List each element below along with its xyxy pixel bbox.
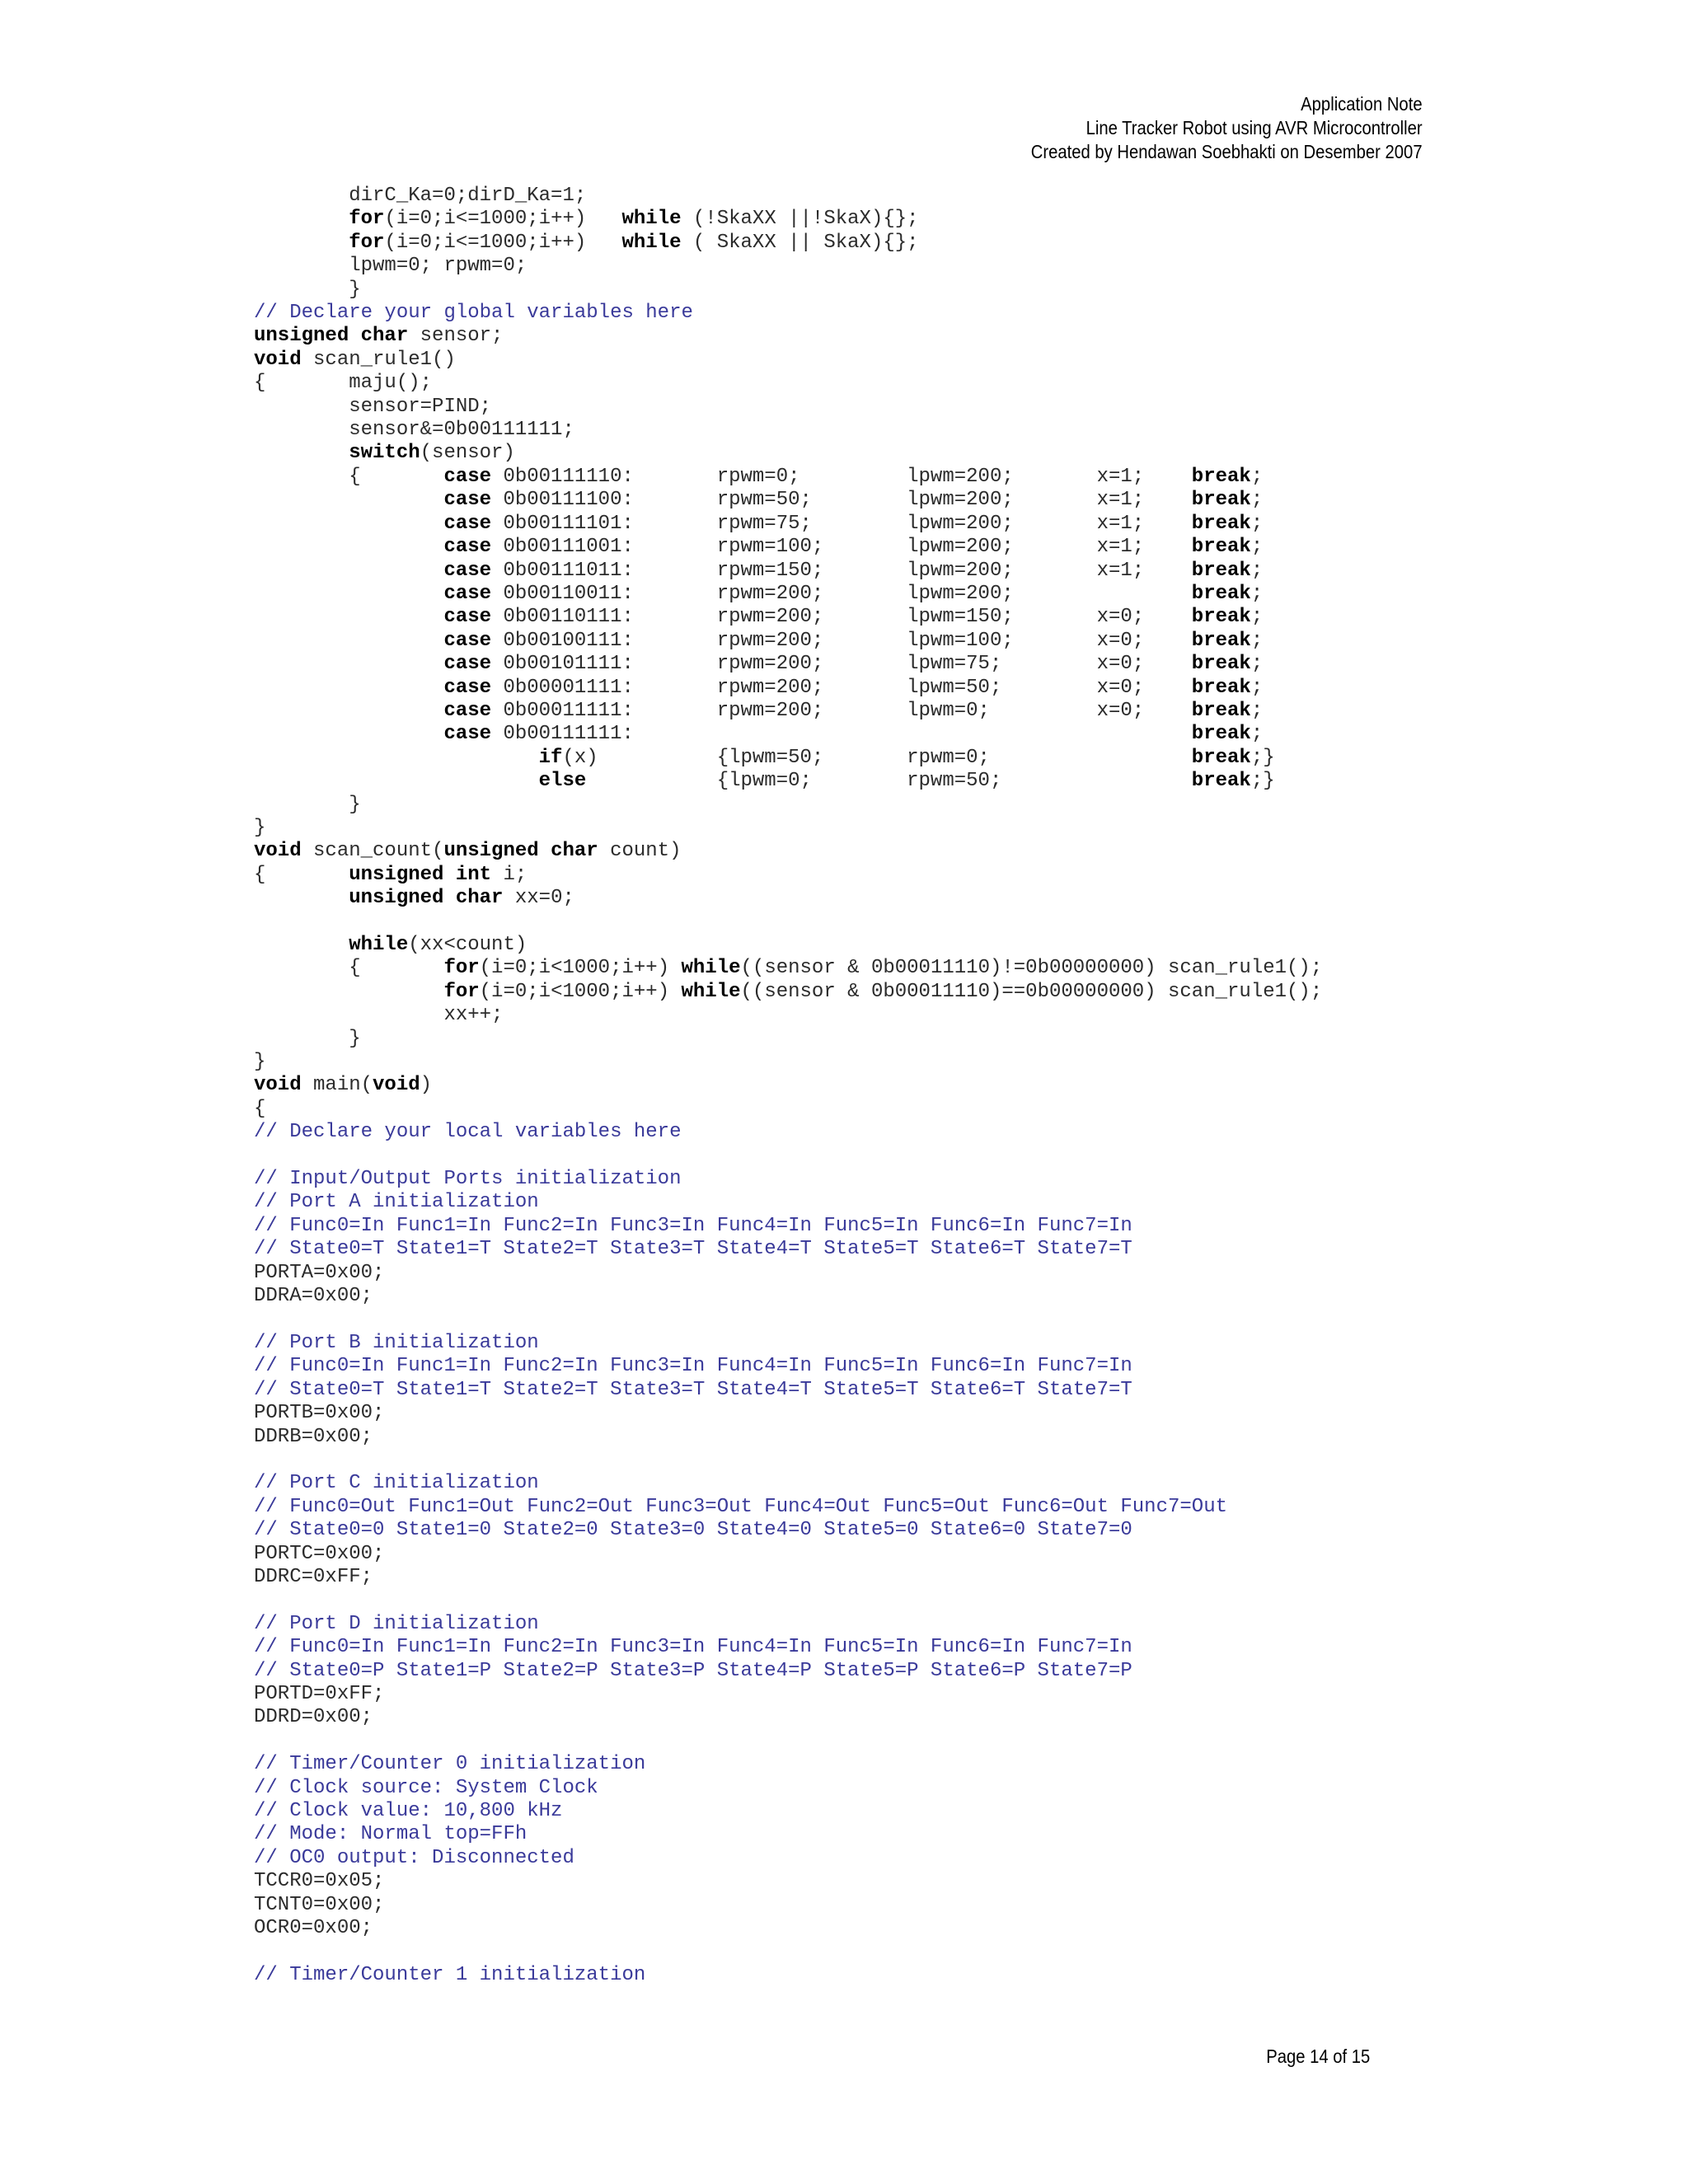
code-line: // Timer/Counter 1 initialization — [254, 1963, 646, 1986]
code-line: // Timer/Counter 0 initialization — [254, 1753, 646, 1776]
code-line: // State0=T State1=T State2=T State3=T State4=T State5=T State6=T State7=T — [254, 1378, 1132, 1401]
code-line: case 0b00111101: rpwm=75; lpwm=200; x=1; break; — [443, 512, 1264, 535]
code-line: switch(sensor) — [349, 442, 515, 465]
header-author-date: Created by Hendawan Soebhakti on Desember 2007 — [1031, 141, 1423, 162]
code-line: // State0=T State1=T State2=T State3=T State4=T State5=T State6=T State7=T — [254, 1238, 1132, 1261]
code-line: case 0b00100111: rpwm=200; lpwm=100; x=0; break; — [443, 629, 1264, 652]
code-line: // Input/Output Ports initialization — [254, 1168, 682, 1191]
header-doc-title: Line Tracker Robot using AVR Microcontroller — [1086, 117, 1423, 138]
code-line: // Port A initialization — [254, 1191, 539, 1214]
code-line: { for(i=0;i<1000;i++) while((sensor & 0b00011110)!=0b00000000) scan_rule1(); — [254, 957, 1323, 980]
code-line: TCCR0=0x05; — [254, 1870, 385, 1893]
code-line — [254, 1730, 1322, 1753]
code-line: DDRB=0x00; — [254, 1425, 373, 1448]
code-line — [254, 1145, 1322, 1168]
code-line: // Clock source: System Clock — [254, 1776, 598, 1799]
code-line: // State0=0 State1=0 State2=0 State3=0 State4=0 State5=0 State6=0 State7=0 — [254, 1519, 1132, 1542]
code-line: } — [254, 816, 266, 839]
code-line: xx++; — [254, 1004, 504, 1027]
code-line: DDRC=0xFF; — [254, 1565, 373, 1588]
code-line: { unsigned int i; — [254, 863, 528, 886]
code-line: else {lpwm=0; rpwm=50; break;} — [538, 770, 1275, 793]
code-line: // Declare your local variables here — [254, 1121, 682, 1144]
code-line: } — [254, 1051, 266, 1074]
code-line: case 0b00110011: rpwm=200; lpwm=200; break; — [443, 582, 1264, 605]
code-line: case 0b00111011: rpwm=150; lpwm=200; x=1; break; — [443, 559, 1264, 582]
code-line: dirC_Ka=0;dirD_Ka=1; — [254, 185, 587, 207]
header-doc-type: Application Note — [1301, 93, 1423, 115]
code-line: case 0b00111100: rpwm=50; lpwm=200; x=1; break; — [443, 489, 1264, 512]
code-line: // Mode: Normal top=FFh — [254, 1823, 528, 1846]
code-line: // Func0=In Func1=In Func2=In Func3=In Func4=In Func5=In Func6=In Func7=In — [254, 1636, 1132, 1659]
code-line: DDRA=0x00; — [254, 1285, 373, 1308]
code-line — [254, 1940, 1322, 1963]
code-line: case 0b00101111: rpwm=200; lpwm=75; x=0; break; — [443, 653, 1264, 676]
code-line: // Clock value: 10,800 kHz — [254, 1800, 563, 1823]
code-line: // OC0 output: Disconnected — [254, 1846, 574, 1869]
page-header — [1031, 92, 1423, 164]
code-line: { — [254, 1097, 266, 1120]
code-line: // Port B initialization — [254, 1331, 539, 1354]
code-line: } — [254, 1027, 361, 1050]
code-listing — [254, 185, 1322, 1987]
code-line: // Func0=Out Func1=Out Func2=Out Func3=Out Func4=Out Func5=Out Func6=Out Func7=Out — [254, 1495, 1227, 1518]
code-line: PORTC=0x00; — [254, 1542, 385, 1565]
code-line: while(xx<count) — [349, 934, 528, 956]
code-line: for(i=0;i<1000;i++) while((sensor & 0b00011110)==0b00000000) scan_rule1(); — [443, 980, 1323, 1003]
code-line: PORTB=0x00; — [254, 1402, 385, 1425]
code-line: case 0b00111001: rpwm=100; lpwm=200; x=1; break; — [443, 536, 1264, 559]
code-line: // State0=P State1=P State2=P State3=P State4=P State5=P State6=P State7=P — [254, 1659, 1132, 1682]
code-line: void scan_rule1() — [254, 348, 456, 371]
code-line: PORTA=0x00; — [254, 1261, 385, 1284]
code-line: OCR0=0x00; — [254, 1917, 373, 1940]
code-line: case 0b00111111: break; — [443, 723, 1264, 746]
code-line: // Port C initialization — [254, 1472, 539, 1495]
code-line: TCNT0=0x00; — [254, 1893, 385, 1916]
code-line — [254, 911, 1322, 934]
code-line: } — [254, 278, 361, 301]
code-line: case 0b00110111: rpwm=200; lpwm=150; x=0; break; — [443, 606, 1264, 629]
code-line — [254, 1449, 1322, 1472]
code-line — [254, 1589, 1322, 1612]
code-line: void scan_count(unsigned char count) — [254, 840, 682, 863]
code-line: PORTD=0xFF; — [254, 1683, 385, 1705]
code-line: if(x) {lpwm=50; rpwm=0; break;} — [538, 746, 1275, 769]
code-line: lpwm=0; rpwm=0; — [254, 255, 528, 278]
code-line: unsigned char sensor; — [254, 325, 504, 348]
code-line: // Func0=In Func1=In Func2=In Func3=In Func4=In Func5=In Func6=In Func7=In — [254, 1355, 1132, 1378]
code-line: } — [254, 793, 361, 816]
code-line: case 0b00001111: rpwm=200; lpwm=50; x=0; break; — [443, 676, 1264, 699]
code-line: unsigned char xx=0; — [349, 887, 574, 910]
code-line: // Declare your global variables here — [254, 302, 693, 325]
code-line: DDRD=0x00; — [254, 1706, 373, 1729]
code-line: { case 0b00111110: rpwm=0; lpwm=200; x=1; break; — [254, 465, 1264, 488]
code-line: for(i=0;i<=1000;i++) while (!SkaXX ||!SkaX){}; — [349, 208, 919, 231]
code-line: for(i=0;i<=1000;i++) while ( SkaXX || SkaX){}; — [349, 231, 919, 254]
code-line: sensor&=0b00111111; — [254, 419, 574, 442]
code-line: void main(void) — [254, 1074, 433, 1097]
page-number: Page 14 of 15 — [1265, 2046, 1370, 2067]
code-line: // Func0=In Func1=In Func2=In Func3=In Func4=In Func5=In Func6=In Func7=In — [254, 1214, 1132, 1237]
code-line — [254, 1309, 1322, 1332]
code-line: sensor=PIND; — [254, 395, 492, 418]
code-line: case 0b00011111: rpwm=200; lpwm=0; x=0; break; — [443, 699, 1264, 722]
code-line: // Port D initialization — [254, 1612, 539, 1635]
code-line: { maju(); — [254, 372, 433, 395]
